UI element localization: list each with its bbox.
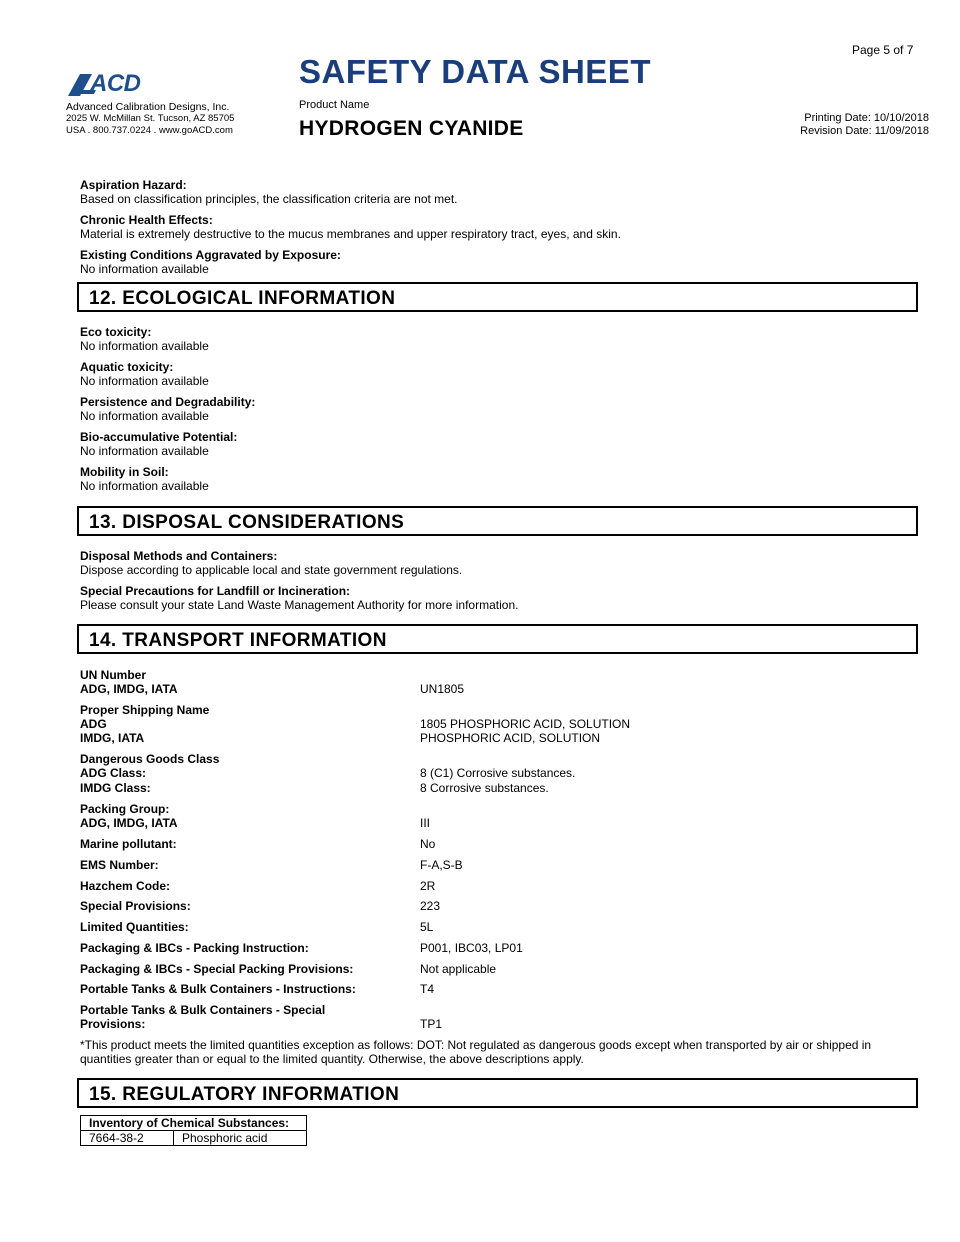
- packing-group-heading: Packing Group:: [80, 802, 170, 816]
- inventory-header-row: [81, 1116, 307, 1131]
- aquatic-text: No information available: [80, 374, 209, 388]
- printing-date: Printing Date: 10/10/2018: [804, 112, 929, 124]
- persistence-label: Persistence and Degradability:: [80, 395, 256, 409]
- chronic-label: Chronic Health Effects:: [80, 213, 213, 227]
- ems-number-key: EMS Number:: [80, 858, 159, 872]
- bioaccumulative-label: Bio-accumulative Potential:: [80, 430, 238, 444]
- limited-quantities-value: 5L: [420, 920, 434, 934]
- hazchem-code-value: 2R: [420, 879, 436, 893]
- tank-instructions-key: Portable Tanks & Bulk Containers - Instructions:: [80, 982, 356, 996]
- section-12-body: [80, 325, 920, 493]
- section-13-body: [80, 549, 920, 612]
- inventory-header: Inventory of Chemical Substances:: [81, 1116, 307, 1131]
- eco-label: Eco toxicity:: [80, 325, 152, 339]
- shipping-name-adg-value: 1805 PHOSPHORIC ACID, SOLUTION: [420, 717, 631, 731]
- company-contact: USA . 800.737.0224 . www.goACD.com: [66, 125, 233, 136]
- aspiration-text: Based on classification principles, the classification criteria are not met.: [80, 192, 458, 206]
- aspiration-label: Aspiration Hazard:: [80, 178, 187, 192]
- table-row: [81, 1131, 307, 1146]
- existing-text: No information available: [80, 262, 209, 276]
- mobility-text: No information available: [80, 479, 209, 493]
- document-title: SAFETY DATA SHEET: [299, 53, 651, 90]
- mobility-label: Mobility in Soil:: [80, 465, 169, 479]
- substance-name-cell: Phosphoric acid: [174, 1131, 307, 1146]
- inventory-table: [80, 1115, 307, 1146]
- shipping-name-imdg-value: PHOSPHORIC ACID, SOLUTION: [420, 731, 601, 745]
- section-15-title: 15. REGULATORY INFORMATION: [89, 1084, 400, 1105]
- dg-class-imdg-value: 8 Corrosive substances.: [420, 781, 549, 795]
- un-number-value: UN1805: [420, 682, 465, 696]
- section-13-header: [77, 506, 918, 536]
- bioaccumulative-text: No information available: [80, 444, 209, 458]
- dg-class-heading: Dangerous Goods Class: [80, 752, 220, 766]
- special-packing-value: Not applicable: [420, 962, 497, 976]
- tank-instructions-value: T4: [420, 982, 435, 996]
- un-number-heading: UN Number: [80, 668, 147, 682]
- un-number-key: ADG, IMDG, IATA: [80, 682, 178, 696]
- ems-number-value: F-A,S-B: [420, 858, 463, 872]
- special-provisions-value: 223: [420, 899, 441, 913]
- special-provisions-key: Special Provisions:: [80, 899, 191, 913]
- aquatic-label: Aquatic toxicity:: [80, 360, 174, 374]
- cas-number-cell: 7664-38-2: [81, 1131, 174, 1146]
- marine-pollutant-value: No: [420, 837, 436, 851]
- product-name-label: Product Name: [299, 99, 370, 111]
- tank-special-key-line2: Provisions:: [80, 1017, 146, 1031]
- special-packing-key: Packaging & IBCs - Special Packing Provisions:: [80, 962, 354, 976]
- marine-pollutant-key: Marine pollutant:: [80, 837, 177, 851]
- transport-note: *This product meets the limited quantities exception as follows: DOT: Not regulated as dangerous goods except when transported by air or shipped in quantities greater than or equal to the limited quantity. Otherwise, the above descriptions apply.: [80, 1038, 872, 1066]
- company-name: Advanced Calibration Designs, Inc.: [66, 101, 230, 113]
- existing-label: Existing Conditions Aggravated by Exposure:: [80, 248, 341, 262]
- eco-text: No information available: [80, 339, 209, 353]
- section-12-title: 12. ECOLOGICAL INFORMATION: [89, 288, 396, 309]
- limited-quantities-key: Limited Quantities:: [80, 920, 189, 934]
- chronic-text: Material is extremely destructive to the mucus membranes and upper respiratory tract, eyes, and skin.: [80, 227, 621, 241]
- page-number: Page 5 of 7: [852, 43, 914, 57]
- revision-date: Revision Date: 11/09/2018: [800, 125, 929, 137]
- section-15-header: [77, 1078, 918, 1108]
- shipping-name-adg-key: ADG: [80, 717, 107, 731]
- section-12-header: [77, 282, 918, 312]
- dg-class-imdg-key: IMDG Class:: [80, 781, 151, 795]
- disposal-methods-label: Disposal Methods and Containers:: [80, 549, 278, 563]
- dg-class-adg-key: ADG Class:: [80, 766, 147, 780]
- company-block: [66, 101, 234, 137]
- dg-class-adg-value: 8 (C1) Corrosive substances.: [420, 766, 576, 780]
- company-logo: [66, 70, 156, 98]
- packing-group-value: III: [420, 816, 431, 830]
- shipping-name-heading: Proper Shipping Name: [80, 703, 210, 717]
- section-14-title: 14. TRANSPORT INFORMATION: [89, 630, 387, 651]
- product-name: HYDROGEN CYANIDE: [299, 117, 524, 140]
- packing-instruction-key: Packaging & IBCs - Packing Instruction:: [80, 941, 309, 955]
- section-13-title: 13. DISPOSAL CONSIDERATIONS: [89, 512, 405, 533]
- company-address: 2025 W. McMillan St. Tucson, AZ 85705: [66, 113, 235, 124]
- disposal-methods-text: Dispose according to applicable local and state government regulations.: [80, 563, 463, 577]
- special-precautions-text: Please consult your state Land Waste Management Authority for more information.: [80, 598, 519, 612]
- shipping-name-imdg-key: IMDG, IATA: [80, 731, 145, 745]
- logo-text: ACD: [90, 70, 141, 97]
- section-14-header: [77, 624, 918, 654]
- hazchem-code-key: Hazchem Code:: [80, 879, 171, 893]
- tank-special-value: TP1: [420, 1017, 443, 1031]
- special-precautions-label: Special Precautions for Landfill or Incineration:: [80, 584, 351, 598]
- packing-group-key: ADG, IMDG, IATA: [80, 816, 178, 830]
- packing-instruction-value: P001, IBC03, LP01: [420, 941, 523, 955]
- toxicology-continued: [80, 178, 920, 276]
- date-block: [800, 112, 929, 138]
- persistence-text: No information available: [80, 409, 209, 423]
- tank-special-key-line1: Portable Tanks & Bulk Containers - Special: [80, 1003, 326, 1017]
